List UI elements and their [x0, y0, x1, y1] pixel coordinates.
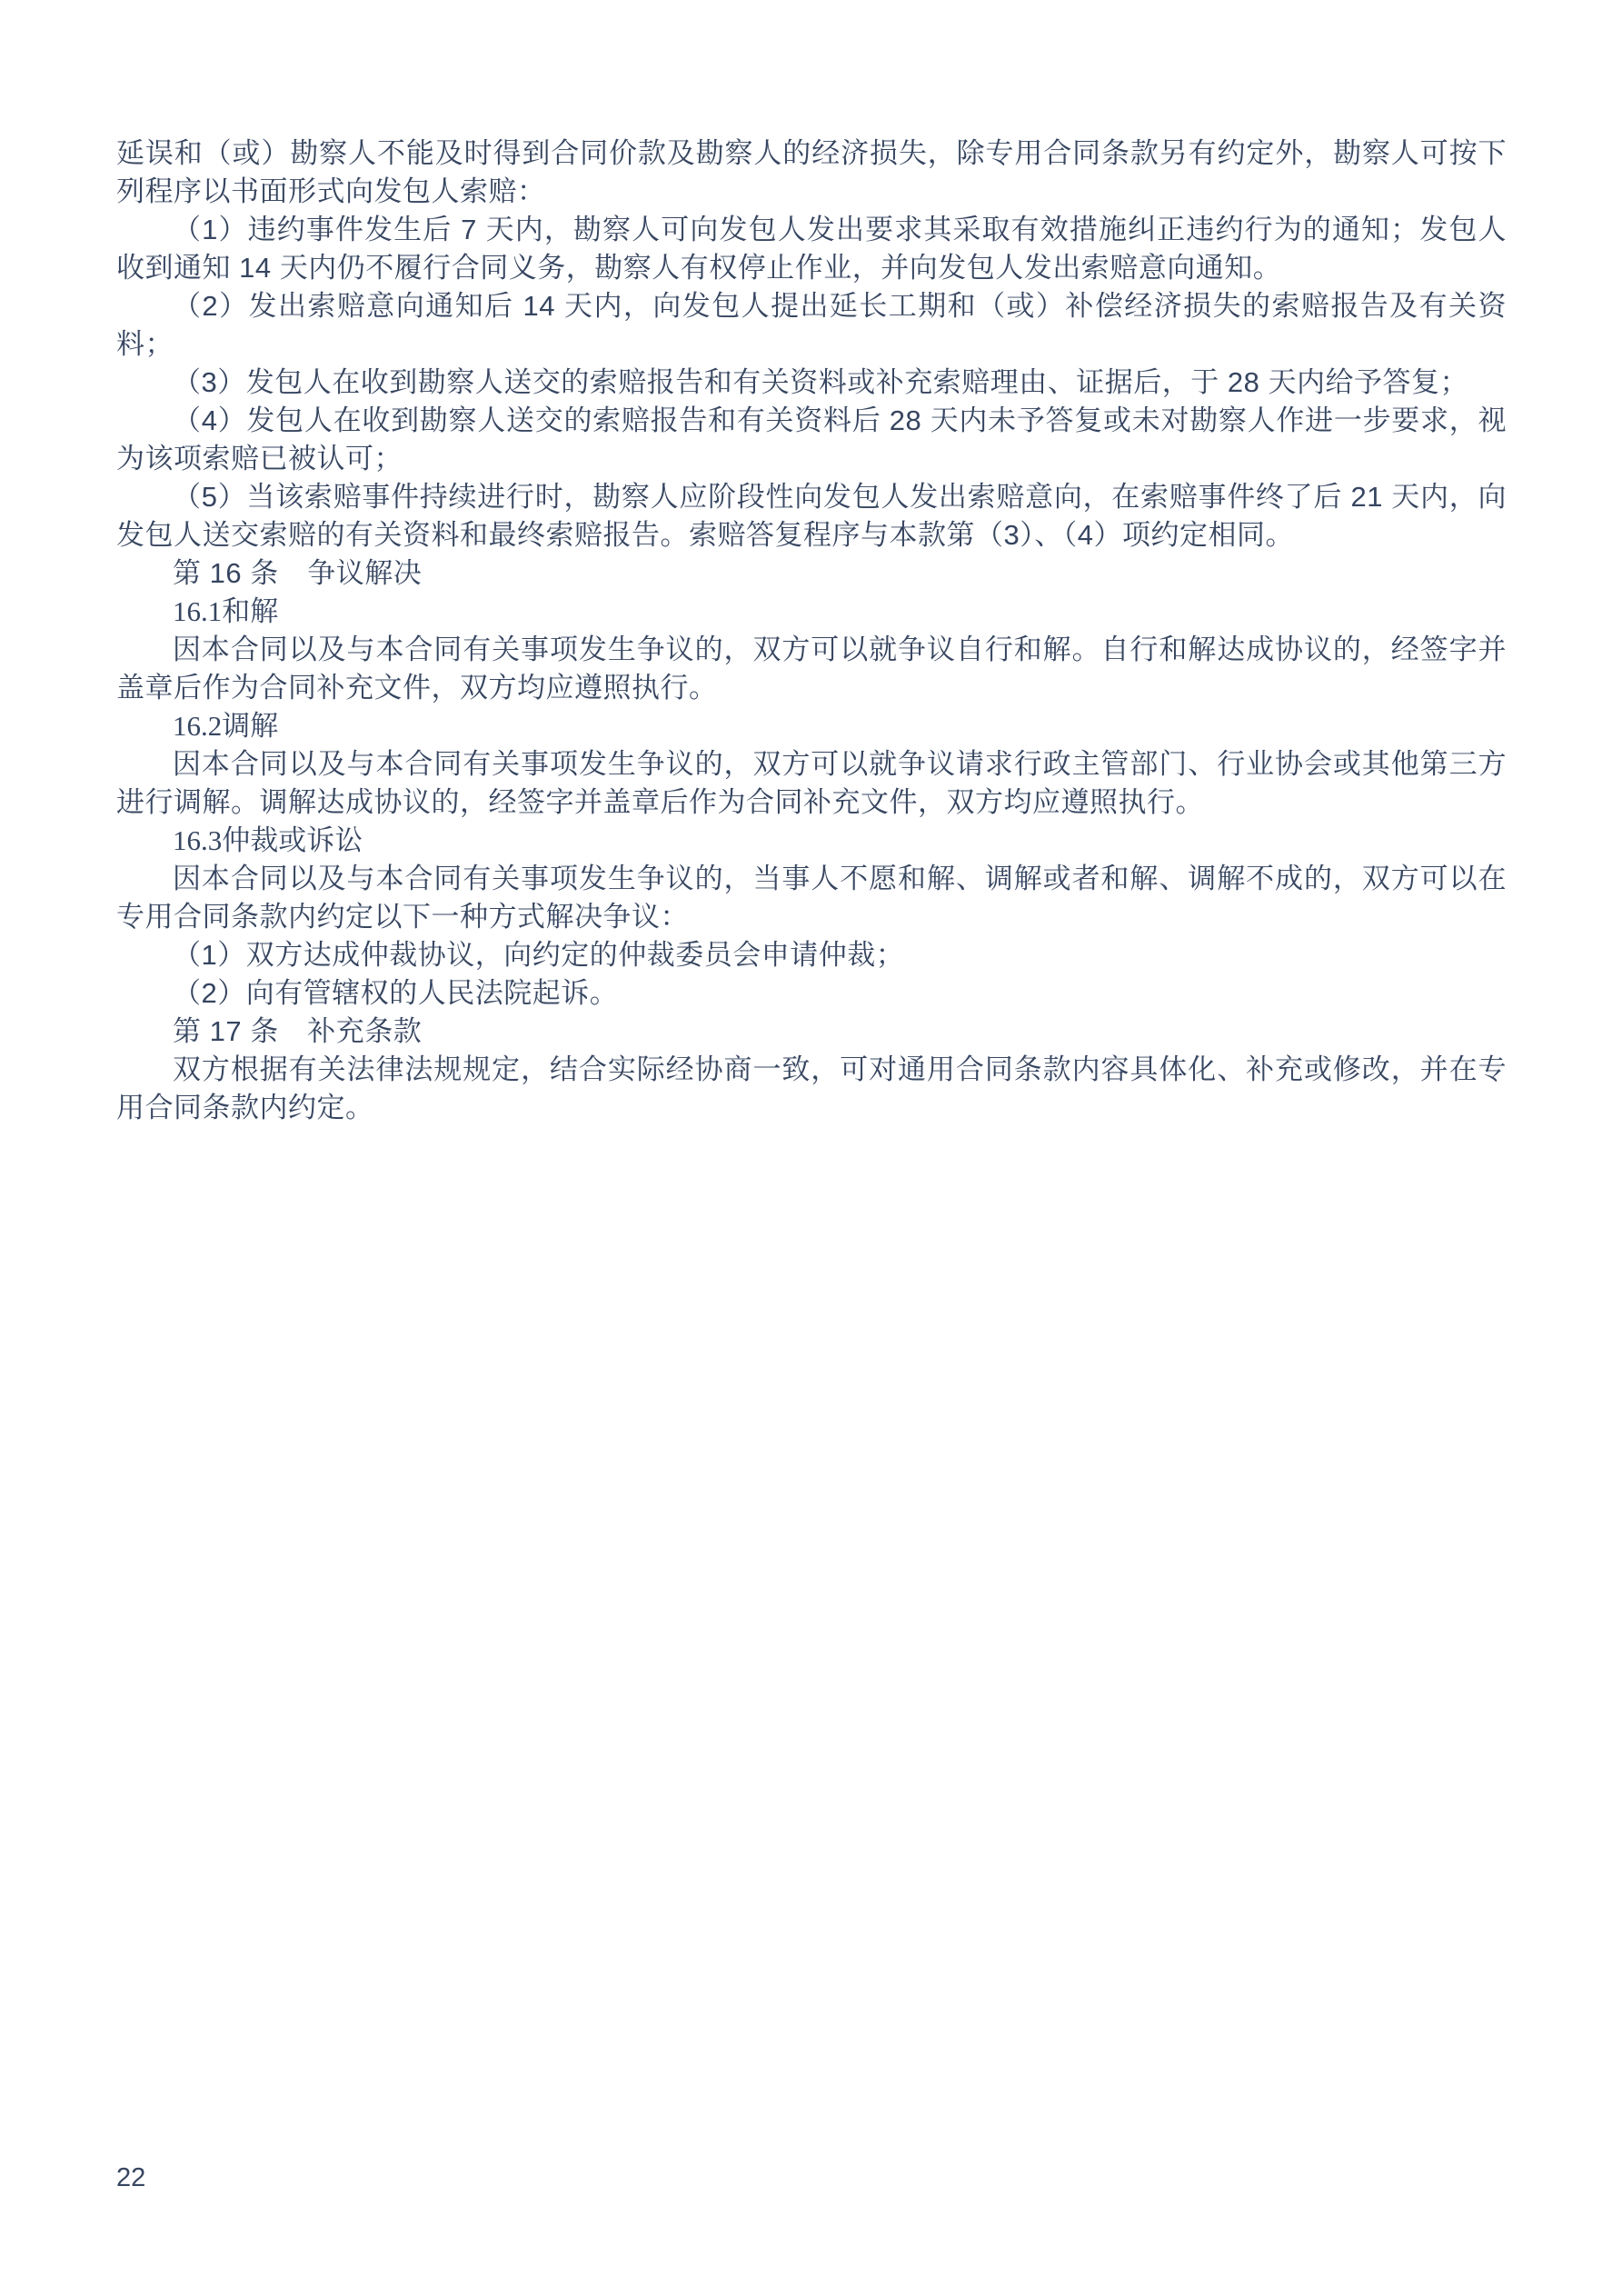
clause-16-heading: 第 16 条 争议解决 [173, 557, 423, 589]
clause-16-1-subheading: 16.1和解 [173, 595, 279, 627]
clause-17-heading: 第 17 条 补充条款 [173, 1015, 423, 1047]
paragraph-claim-intro: 延误和（或）勘察人不能及时得到合同价款及勘察人的经济损失，除专用合同条款另有约定外，勘察人可按下列程序以书面形式向发包人索赔： [116, 137, 1507, 207]
paragraph-16-3-item-2: （2）向有管辖权的人民法院起诉。 [173, 977, 619, 1009]
paragraph-claim-item-4: （4）发包人在收到勘察人送交的索赔报告和有关资料后 28 天内未予答复或未对勘察人作进一步要求，视为该项索赔已被认可； [116, 404, 1507, 474]
paragraph-16-1-body: 因本合同以及与本合同有关事项发生争议的，双方可以就争议自行和解。自行和解达成协议的，经签字并盖章后作为合同补充文件，双方均应遵照执行。 [116, 634, 1507, 704]
page-number: 22 [116, 2163, 146, 2192]
paragraph-17-body: 双方根据有关法律法规规定，结合实际经协商一致，可对通用合同条款内容具体化、补充或修改，并在专用合同条款内约定。 [116, 1053, 1507, 1123]
paragraph-claim-item-5: （5）当该索赔事件持续进行时，勘察人应阶段性向发包人发出索赔意向，在索赔事件终了后 21 天内，向发包人送交索赔的有关资料和最终索赔报告。索赔答复程序与本款第（3）、（4）项约定相同。 [116, 481, 1507, 551]
paragraph-claim-item-3: （3）发包人在收到勘察人送交的索赔报告和有关资料或补充索赔理由、证据后，于 28 天内给予答复； [173, 366, 1468, 398]
clause-16-2-subheading: 16.2调解 [173, 710, 279, 742]
paragraph-16-2-body: 因本合同以及与本合同有关事项发生争议的，双方可以就争议请求行政主管部门、行业协会或其他第三方进行调解。调解达成协议的，经签字并盖章后作为合同补充文件，双方均应遵照执行。 [116, 748, 1507, 818]
paragraph-16-3-body: 因本合同以及与本合同有关事项发生争议的，当事人不愿和解、调解或者和解、调解不成的，双方可以在专用合同条款内约定以下一种方式解决争议： [116, 863, 1507, 933]
paragraph-16-3-item-1: （1）双方达成仲裁协议，向约定的仲裁委员会申请仲裁； [173, 939, 905, 971]
paragraph-claim-item-1: （1）违约事件发生后 7 天内，勘察人可向发包人发出要求其采取有效措施纠正违约行为的通知；发包人收到通知 14 天内仍不履行合同义务，勘察人有权停止作业，并向发包人发出索赔意向通知。 [116, 214, 1507, 284]
clause-16-3-subheading: 16.3仲裁或诉讼 [173, 824, 363, 856]
paragraph-claim-item-2: （2）发出索赔意向通知后 14 天内，向发包人提出延长工期和（或）补偿经济损失的索赔报告及有关资料； [116, 290, 1507, 360]
document-content [116, 135, 1507, 1127]
